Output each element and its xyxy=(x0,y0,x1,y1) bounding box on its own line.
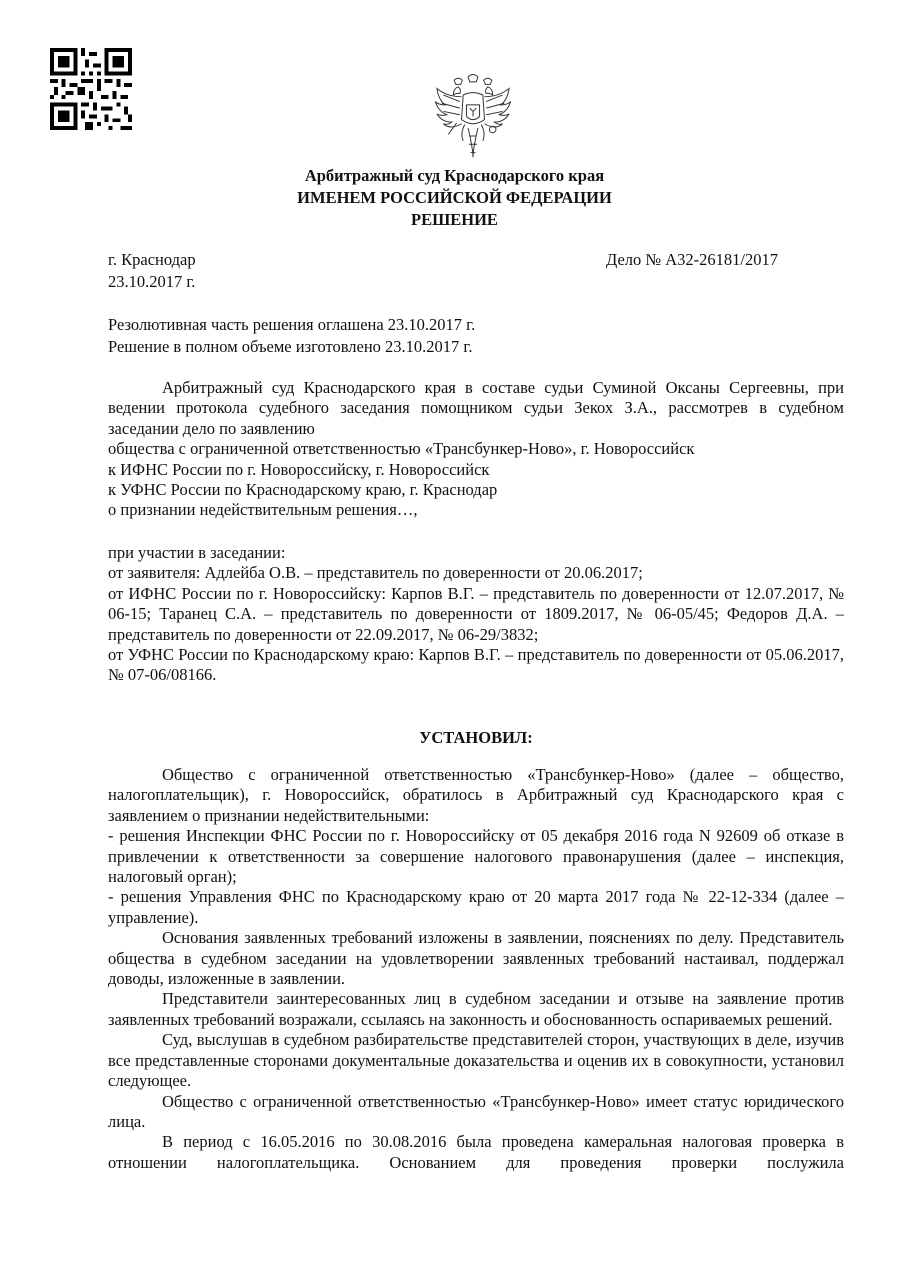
established-heading: УСТАНОВИЛ: xyxy=(419,728,533,747)
paragraph-2: Основания заявленных требований изложены в заявлении, пояснениях по делу. Представитель общества в судебном заседании на удовлетворении заявленных требований настаивал, поддержал доводы, изложенные в заявлении. xyxy=(108,928,844,989)
coat-of-arms-emblem xyxy=(432,72,514,164)
established-section xyxy=(108,728,844,748)
respondent-1: к ИФНС России по г. Новороссийску, г. Новороссийск xyxy=(108,459,490,479)
decision-date: 23.10.2017 г. xyxy=(108,272,196,291)
participant-ufns: от УФНС России по Краснодарскому краю: Карпов В.Г. – представитель по доверенности от 05.06.2017, № 07-06/08166. xyxy=(108,645,844,685)
paragraph-1-item-1: - решения Инспекции ФНС России по г. Новороссийску от 05 декабря 2016 года N 92609 об отказе в привлечении к ответственности за совершение налогового правонарушения (далее – инспекция, налоговый орган); xyxy=(108,826,844,887)
participation-block xyxy=(108,543,844,686)
paragraph-3: Представители заинтересованных лиц в судебном заседании и отзыве на заявление против заявленных требований возражали, ссылаясь на законность и обоснованность оспариваемых решений. xyxy=(108,989,844,1029)
intro-block xyxy=(108,378,844,521)
document-type: РЕШЕНИЕ xyxy=(411,210,498,229)
paragraph-6: В период с 16.05.2016 по 30.08.2016 была проведена камеральная налоговая проверка в отношении налогоплательщика. Основанием для проведения проверки послужила xyxy=(108,1132,844,1172)
in-name-of-federation: ИМЕНЕМ РОССИЙСКОЙ ФЕДЕРАЦИИ xyxy=(297,188,612,207)
court-name: Арбитражный суд Краснодарского края xyxy=(304,166,605,185)
subject: о признании недействительным решения…, xyxy=(108,500,418,520)
paragraph-1: Общество с ограниченной ответственностью «Трансбункер-Ново» (далее – общество, налогоплательщик), г. Новороссийск, обратилось в Арбитражный суд Краснодарского края с заявлением о признании недействительными: xyxy=(108,765,844,825)
applicant: общества с ограниченной ответственностью «Трансбункер-Ново», г. Новороссийск xyxy=(108,439,695,459)
intro-paragraph: Арбитражный суд Краснодарского края в составе судьи Суминой Оксаны Сергеевны, при ведении протокола судебного заседания помощником судьи Зекох З.А., рассмотрев в судебном заседании дело по заявлению xyxy=(108,378,844,438)
respondent-2: к УФНС России по Краснодарскому краю, г. Краснодар xyxy=(108,480,498,500)
paragraph-5: Общество с ограниченной ответственностью «Трансбункер-Ново» имеет статус юридического лица. xyxy=(108,1091,844,1131)
city: г. Краснодар xyxy=(108,250,196,269)
participant-applicant: от заявителя: Адлейба О.В. – представитель по доверенности от 20.06.2017; xyxy=(108,563,643,583)
qr-code xyxy=(50,48,132,130)
participation-intro: при участии в заседании: xyxy=(108,543,286,562)
full-decision-prepared: Решение в полном объеме изготовлено 23.10.2017 г. xyxy=(108,337,473,356)
established-body xyxy=(108,765,844,1173)
case-number: Дело № А32-26181/2017 xyxy=(606,250,779,269)
paragraph-1-item-2: - решения Управления ФНС по Краснодарскому краю от 20 марта 2017 года № 22-12-334 (далее – управление). xyxy=(108,887,844,927)
resolution-announced: Резолютивная часть решения оглашена 23.10.2017 г. xyxy=(108,315,476,334)
participant-ifns: от ИФНС России по г. Новороссийску: Карпов В.Г. – представитель по доверенности от 12.07.2017, № 06-15; Таранец С.А. – представитель по доверенности от 1809.2017, № 06-05/45; Федоров Д.А. – представитель по доверенности от 22.09.2017, № 06-29/3832; xyxy=(108,583,844,644)
paragraph-4: Суд, выслушав в судебном разбирательстве представителей сторон, участвующих в деле, изучив все представленные сторонами документальные доказательства и оценив их в совокупности, установил следующее. xyxy=(108,1030,844,1091)
